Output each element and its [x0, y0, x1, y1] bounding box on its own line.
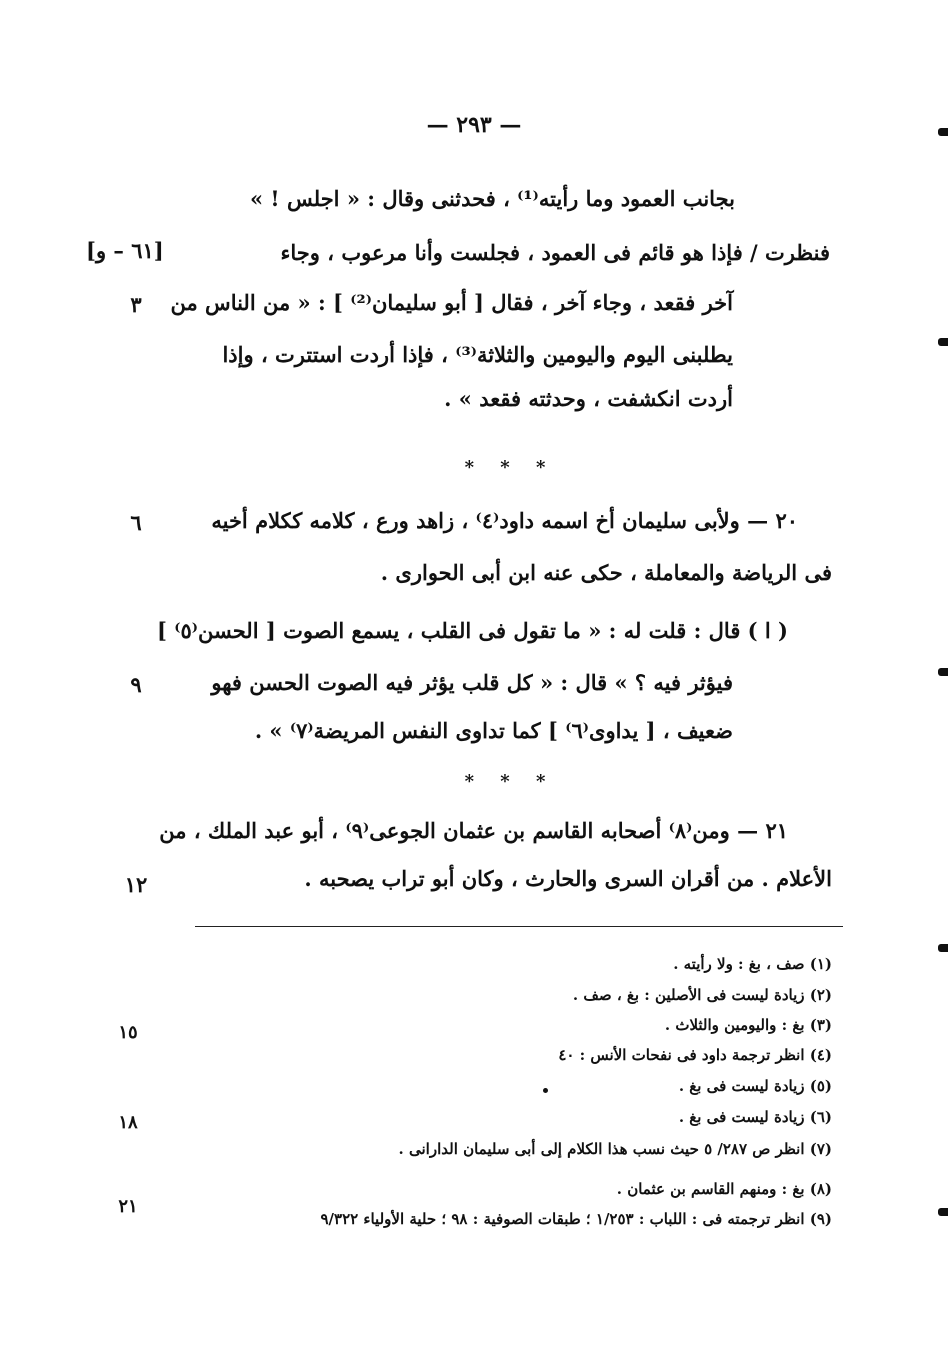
footnote: (٤) انظر ترجمة داود فى نفحات الأنس : ٤٠ — [558, 1046, 832, 1064]
line-number: ١٢ — [124, 872, 148, 897]
section-20a-line: فيؤثر فيه ؟ » قال : « كل قلب يؤثر فيه الصوت الحسن فهو — [211, 670, 733, 695]
folio-marker: [٦١ – و] — [86, 238, 164, 263]
footnote: (٧) انظر ص ٢٨٧/ ٥ حيث نسب هذا الكلام إلى أبى سليمان الدارانى . — [398, 1140, 832, 1158]
margin-mark — [938, 944, 948, 952]
speck — [543, 1088, 548, 1093]
footnote: (١) صف ، بغ : ولا رأيته . — [673, 955, 832, 973]
section-20a-line: ضعيف ، [ يداوى⁽٦⁾ ] كما تداوى النفس المريضة⁽٧⁾ » . — [254, 718, 733, 743]
footnote: (٥) زيادة ليست فى بغ . — [678, 1077, 832, 1095]
section-21-line: الأعلام . من أقران السرى والحارث ، وكان أبو تراب يصحبه . — [304, 866, 832, 891]
page-number: — ٢٩٣ — — [426, 112, 522, 138]
line-number: ٣ — [130, 292, 142, 317]
footnote: (٩) انظر ترجمته فى : اللباب : ١/٢٥٣ ؛ طبقات الصوفية : ٩٨ ؛ حلية الأولياء ٩/٣٢٢ — [320, 1210, 832, 1228]
footnote: (٨) بغ : ومنهم القاسم بن عثمان . — [616, 1180, 832, 1198]
section-20-line: ٢٠ — ولأبى سليمان أخ اسمه داود⁽٤⁾ ، زاهد ورع ، كلامه ككلام أخيه — [211, 508, 798, 533]
body-line: فنظرت / فإذا هو قائم فى العمود ، فجلست وأنا مرعوب ، وجاء — [280, 240, 830, 265]
margin-mark — [938, 128, 948, 136]
line-number: ١٨ — [118, 1112, 138, 1133]
margin-mark — [938, 668, 948, 676]
footnote-rule — [195, 926, 843, 927]
margin-mark — [938, 338, 948, 346]
line-number: ٦ — [130, 510, 142, 535]
line-number: ١٥ — [118, 1022, 138, 1043]
body-line: يطلبنى اليوم واليومين والثلاثة⁽³⁾ ، فإذا أردت استترت ، وإذا — [222, 342, 733, 367]
footnote: (٣) بغ : واليومين والثلاث . — [664, 1016, 832, 1034]
margin-mark — [938, 1208, 948, 1216]
footnote: (٦) زيادة ليست فى بغ . — [678, 1108, 832, 1126]
section-separator: * * * — [464, 457, 556, 478]
body-line: بجانب العمود وما رأيته⁽¹⁾ ، فحدثنى وقال : « اجلس ! » — [250, 186, 735, 211]
section-20a-line: ( ا ) قال : قلت له : « ما تقول فى القلب ، يسمع الصوت [ الحسن⁽٥⁾ ] — [156, 618, 788, 643]
body-line: آخر فقعد ، وجاء آخر ، فقال [ أبو سليمان⁽²⁾ ] : « من الناس من — [170, 290, 733, 315]
section-21-line: ٢١ — ومن⁽٨⁾ أصحابه القاسم بن عثمان الجوعى⁽٩⁾ ، أبو عبد الملك ، من — [159, 818, 788, 843]
section-20-line: فى الرياضة والمعاملة ، حكى عنه ابن أبى الحوارى . — [380, 560, 832, 585]
section-separator: * * * — [464, 771, 556, 792]
line-number: ٢١ — [118, 1196, 138, 1217]
body-line: أردت انكشفت ، وحدثته فقعد » . — [444, 386, 733, 411]
line-number: ٩ — [130, 672, 142, 697]
footnote: (٢) زيادة ليست فى الأصلين : بغ ، صف . — [572, 986, 832, 1004]
